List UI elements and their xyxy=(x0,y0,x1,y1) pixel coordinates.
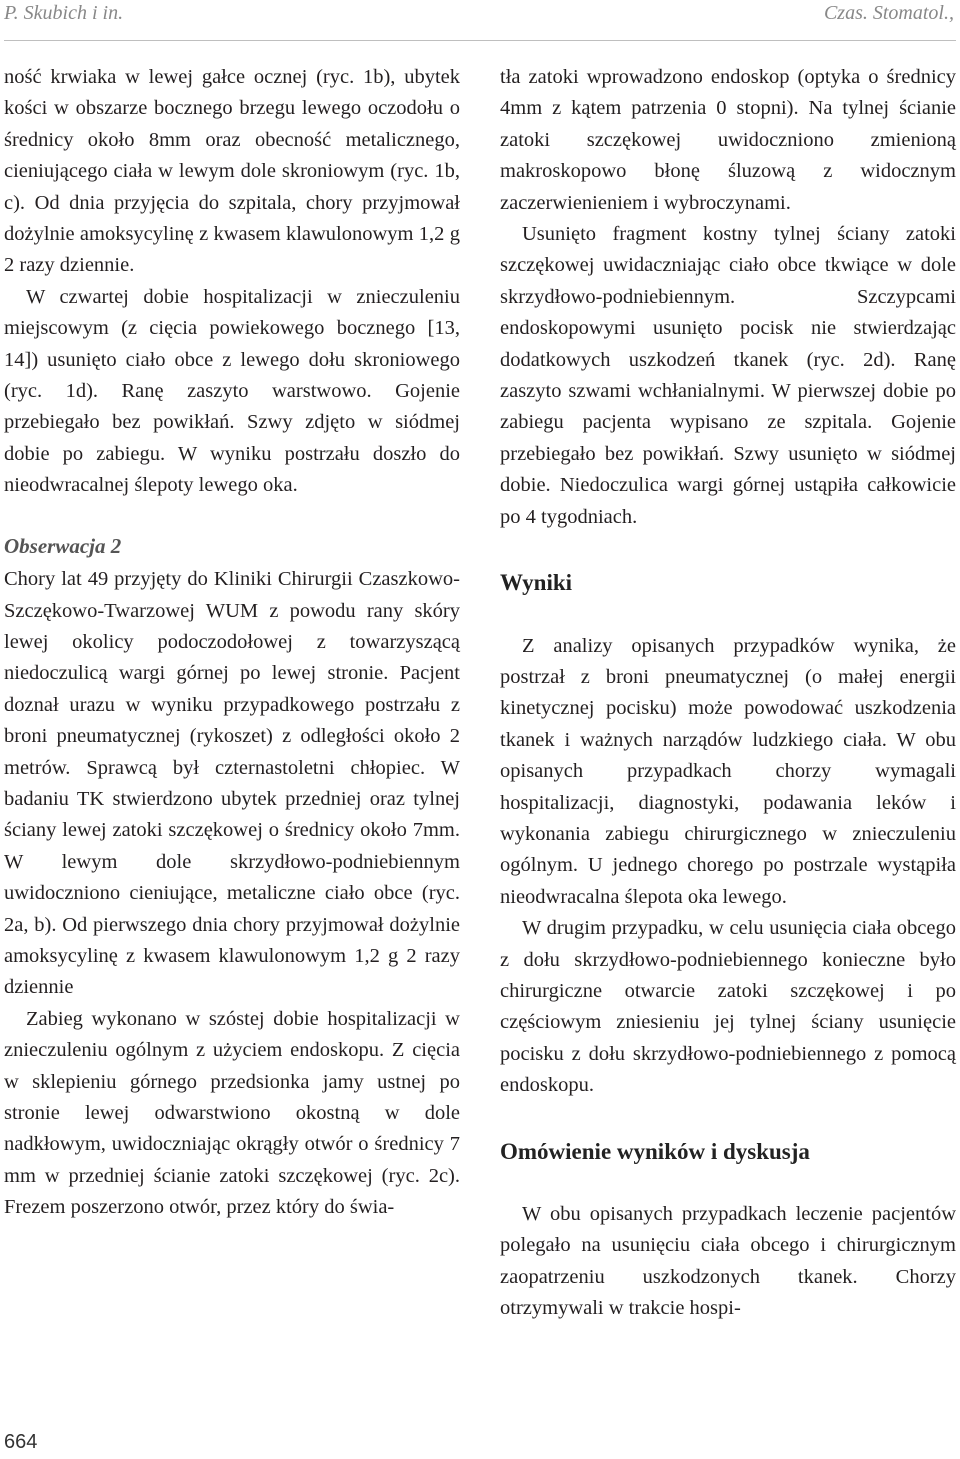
heading-observation-2: Obserwacja 2 xyxy=(4,533,122,558)
heading-results: Wyniki xyxy=(500,570,573,596)
paragraph-case2-surgery: Zabieg wykonano w szóstej dobie hospitalizacji w znieczuleniu ogólnym z użyciem endoskopu. Z cięcia w sklepieniu górnego przedsionka jamy ustnej po stronie lewej odwarstwiono okostną w dole nadkłowym, uwidoczniając okrągły otwór o średnicy 7 mm w przedniej ścianie zatoki szczękowej (ryc. 2c). Frezem poszerzono otwór, przez który do świa- xyxy=(4,1007,460,1219)
header-journal: Czas. Stomatol., xyxy=(823,2,954,24)
paragraph-case2-endoscope: tła zatoki wprowadzono endoskop (optyka o średnicy 4mm z kątem patrzenia 0 stopni). Na tylnej ścianie zatoki szczękowej uwidoczniono zmienioną makroskopowo błonę śluzową z widocznym zaczerwienieniem i wybroczynami. xyxy=(500,66,956,214)
paragraph-case1-continuation: ność krwiaka w lewej gałce ocznej (ryc. 1b), ubytek kości w obszarze bocznego brzegu lewego oczodołu o średnicy około 8mm oraz obecność metalicznego, cieniującego ciała w lewym dole skroniowym (ryc. 1b, c). Od dnia przyjęcia do szpitala, chory przyjmował dożylnie amoksycylinę z kwasem klawulonowym 1,2 g 2 razy dziennie. xyxy=(4,66,460,277)
left-column xyxy=(4,62,460,1224)
paragraph-results-1: Z analizy opisanych przypadków wynika, że postrzał z broni pneumatycznej (o małej energii kinetycznej pocisku) może powodować uszkodzenia tkanek i ważnych narządów ludzkiego ciała. W obu opisanych przypadkach chorzy wymagali hospitalizacji, diagnostyki, podawania leków i wykonania zabiegu chirurgicznego w znieczuleniu ogólnym. U jednego chorego po postrzale wystąpiła nieodwracalna ślepota oka lewego. xyxy=(500,634,956,908)
paragraph-discussion: W obu opisanych przypadkach leczenie pacjentów polegało na usunięciu ciała obcego i chirurgicznym zaopatrzeniu uszkodzonych tkanek. Chorzy otrzymywali w trakcie hospi- xyxy=(500,1203,956,1320)
page-number: 664 xyxy=(4,1431,38,1453)
paragraph-results-2: W drugim przypadku, w celu usunięcia ciała obcego z dołu skrzydłowo-podniebiennego konieczne było chirurgiczne otwarcie zatoki szczękowej i po częściowym zniesieniu jej tylnej ściany usunięcie pocisku z dołu skrzydłowo-podniebiennego z pomocą endoskopu. xyxy=(500,917,956,1097)
header-authors: P. Skubich i in. xyxy=(4,2,124,24)
paragraph-case2-removal: Usunięto fragment kostny tylnej ściany zatoki szczękowej uwidaczniając ciało obce tkwiące w dole skrzydłowo-podniebiennym. Szczypcami endoskopowymi usunięto pocisk nie stwierdzając dodatkowych uszkodzeń tkanek (ryc. 2d). Ranę zaszyto szwami wchłanialnymi. W pierwszej dobie po zabiegu pacjenta wypisano ze szpitala. Gojenie przebiegało bez powikłań. Szwy usunięto w siódmej dobie. Niedoczulica wargi górnej ustąpiła całkowicie po 4 tygodniach. xyxy=(500,223,956,528)
header-divider xyxy=(4,40,956,41)
paragraph-case1-treatment: W czwartej dobie hospitalizacji w znieczuleniu miejscowym (z cięcia powiekowego bocznego [13, 14]) usunięto ciało obce z lewego dołu skroniowego (ryc. 1d). Ranę zaszyto warstwowo. Gojenie przebiegało bez powikłań. Szwy zdjęto w siódmej dobie po zabiegu. W wyniku postrzału doszło do nieodwracalnej ślepoty lewego oka. xyxy=(4,285,460,497)
heading-discussion: Omówienie wyników i dyskusja xyxy=(500,1138,810,1164)
right-column xyxy=(500,62,956,1325)
running-head xyxy=(0,0,960,40)
paragraph-case2-intro: Chory lat 49 przyjęty do Kliniki Chirurgii Czaszkowo-Szczękowo-Twarzowej WUM z powodu rany skóry lewej okolicy podoczodołowej z towarzyszącą niedoczulicą wargi górnej po lewej stronie. Pacjent doznał urazu w wyniku przypadkowego postrzału z broni pneumatycznej (rykoszet) z odległości około 2 metrów. Sprawcą był czternastoletni chłopiec. W badaniu TK stwierdzono ubytek przedniej oraz tylnej ściany lewej zatoki szczękowej o średnicy około 7mm. W lewym dole skrzydłowo-podniebiennym uwidoczniono cieniujące, metaliczne ciało obce (ryc. 2a, b). Od pierwszego dnia chory przyjmował dożylnie amoksycylinę z kwasem klawulonowym 1,2 g 2 razy dziennie xyxy=(4,568,460,999)
